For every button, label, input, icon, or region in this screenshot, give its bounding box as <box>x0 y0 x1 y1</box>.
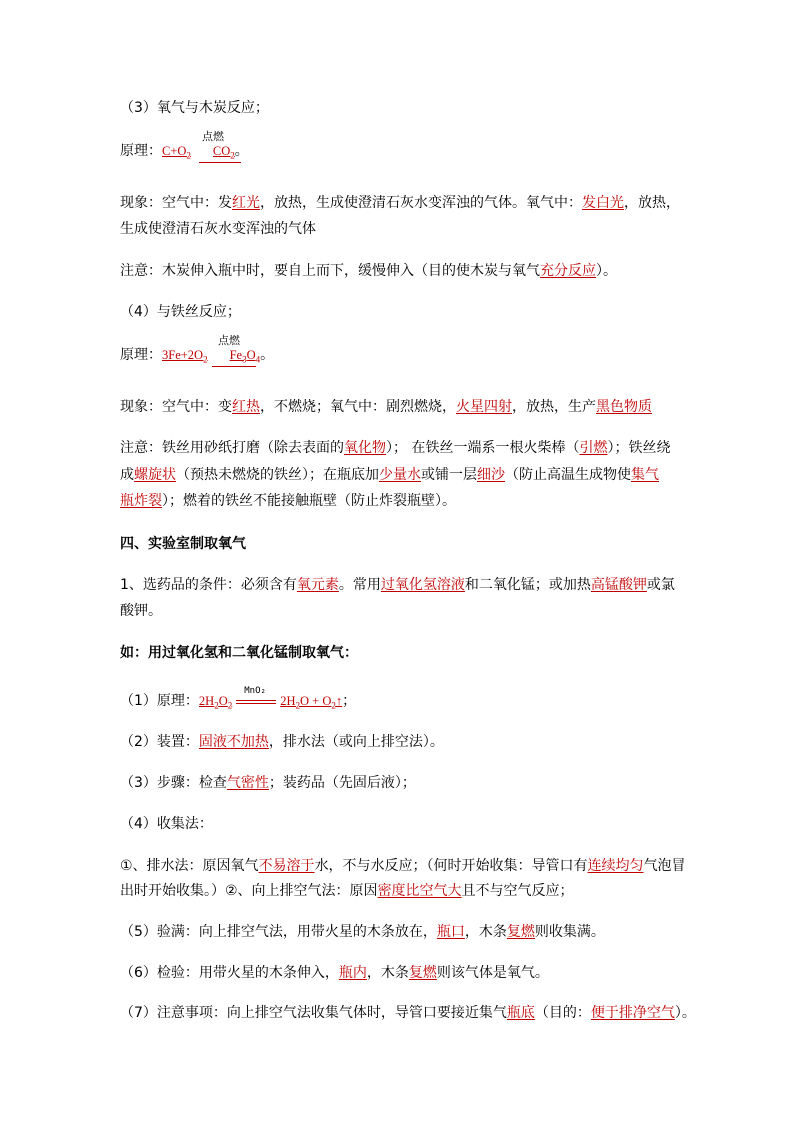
carbon-phenomenon-line1: 现象：空气中：发红光，放热，生成使澄清石灰水变浑浊的气体。氧气中：发白光，放热， <box>120 195 680 211</box>
check-full-line: （5）验满：向上排空气法，用带火星的木条放在，瓶口，木条复燃则收集满。 <box>120 924 605 940</box>
test-line: （6）检验：用带火星的木条伸入，瓶内，木条复燃则该气体是氧气。 <box>120 965 549 981</box>
h2o2-equation-line: （1）原理：$2H_2O_2$ MnO₂ $2H_2O$ + $O_2↑$； <box>120 692 356 710</box>
catalyst-label: MnO₂ <box>244 686 266 697</box>
carbon-note-line: 注意：木炭伸入瓶中时，要自上而下，缓慢伸入（目的使木炭与氧气充分反应）。 <box>120 263 617 279</box>
reaction-bar <box>199 162 241 163</box>
catalyst-bar <box>236 686 276 707</box>
device-line: （2）装置：固液不加热，排水法（或向上排空法）。 <box>120 734 444 750</box>
iron-phenomenon-line: 现象：空气中：变红热，不燃烧；氧气中：剧烈燃烧，火星四射，放热，生产黑色物质 <box>120 399 652 415</box>
drug-selection-line1: 1、选药品的条件：必须含有氧元素。常用过氧化氢溶液和二氧化锰；或加热高锰酸钾或氯 <box>120 577 675 593</box>
iron-note-line2: 成螺旋状（预热未燃烧的铁丝）；在瓶底加少量水或铺一层细沙（防止高温生成物使集气 <box>120 467 659 483</box>
iron-equation-line: 原理：$3Fe+2O_2$ 点燃 $Fe_3O_4$。 <box>120 346 274 364</box>
iron-note-line1: 注意：铁丝用砂纸打磨（除去表面的氧化物）； 在铁丝一端系一根火柴棒（引燃）；铁丝绕 <box>120 440 671 456</box>
part-4-heading: 四、实验室制取氧气 <box>120 536 246 552</box>
ignite-condition: 点燃 <box>218 334 240 347</box>
section-3-heading: （3）氧气与木炭反应； <box>120 100 269 116</box>
reaction-bar <box>212 366 256 367</box>
collection-line1: ①、排水法：原因氧气不易溶于水，不与水反应；（何时开始收集：导管口有连续均匀气泡冒 <box>120 858 686 874</box>
collection-line2: 出时开始收集。）②、向上排空气法：原因密度比空气大且不与空气反应； <box>120 883 574 899</box>
notes-line: （7）注意事项：向上排空气法收集气体时，导管口要接近集气瓶底（目的：便于排净空气）。 <box>120 1005 696 1021</box>
gas-arrow-icon: ↑ <box>335 694 343 708</box>
steps-line: （3）步骤：检查气密性；装药品（先固后液）； <box>120 775 416 791</box>
section-4-heading: （4）与铁丝反应； <box>120 304 241 320</box>
carbon-phenomenon-line2: 生成使澄清石灰水变浑浊的气体 <box>120 221 316 237</box>
h2o2-equation: $2H_2O_2$ MnO₂ $2H_2O$ + $O_2↑$ <box>199 692 342 710</box>
ignite-condition: 点燃 <box>202 130 224 143</box>
collection-heading: （4）收集法： <box>120 816 213 832</box>
iron-equation: $3Fe+2O_2$ 点燃 $Fe_3O_4$ <box>162 346 260 364</box>
example-heading: 如：用过氧化氢和二氧化锰制取氧气： <box>120 645 358 661</box>
carbon-equation-line: 原理：$C+O_2$ 点燃 $CO_2$。 <box>120 142 249 160</box>
iron-note-line3: 瓶炸裂）；燃着的铁丝不能接触瓶壁（防止炸裂瓶壁）。 <box>120 493 456 509</box>
drug-selection-line2: 酸钾。 <box>120 603 162 619</box>
carbon-equation: $C+O_2$ 点燃 $CO_2$ <box>162 142 235 160</box>
